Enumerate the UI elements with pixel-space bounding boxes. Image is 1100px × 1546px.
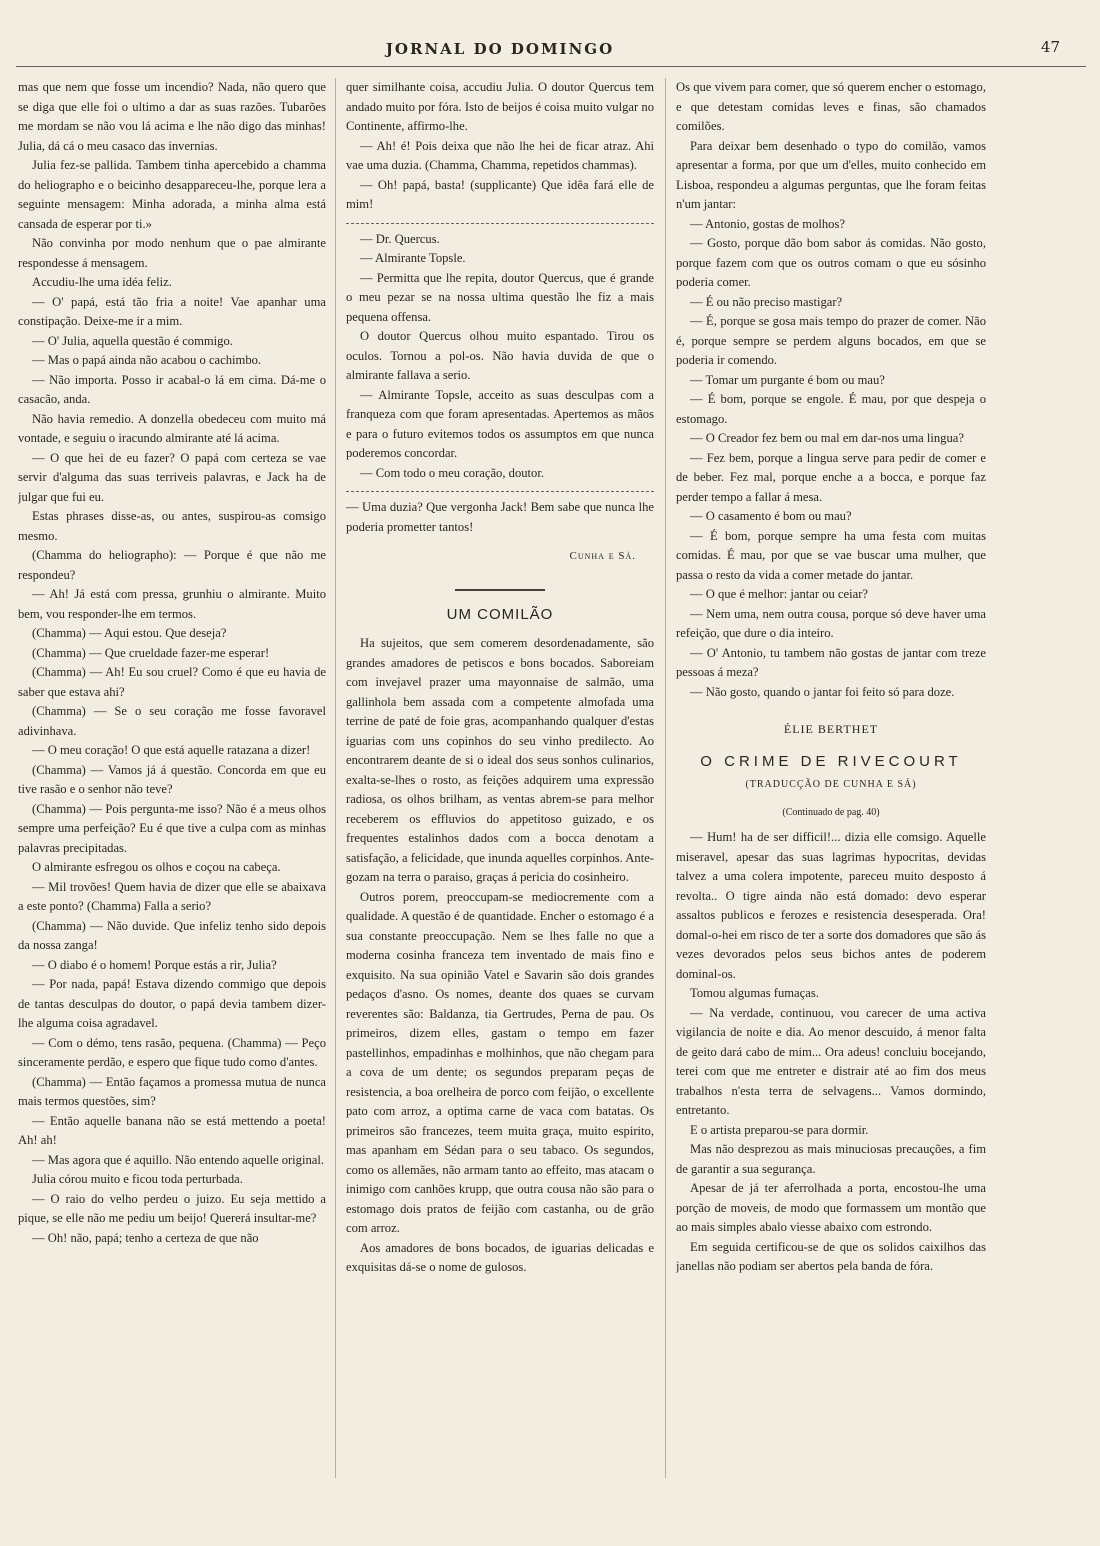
paragraph: — Almirante Topsle. bbox=[360, 251, 466, 265]
paragraph: — Mas o papá ainda não acabou o cachimbo. bbox=[32, 353, 262, 367]
paragraph: — É, porque se gosa mais tempo do prazer de comer. Não é, porque sempre se perdem alguns bocados, em que se poderia ir comendo. bbox=[676, 314, 986, 367]
column-divider bbox=[335, 78, 336, 1478]
paragraph: — Com todo o meu coração, doutor. bbox=[360, 465, 544, 480]
page-number: 47 bbox=[1040, 38, 1060, 56]
section-title: UM COMILÃO bbox=[446, 605, 554, 623]
paragraph: — Então aquelle banana não se está mettendo a poeta! Ah! ah! bbox=[18, 1113, 326, 1147]
paragraph: (Chamma) — Então façamos a promessa mutua de nunca mais termos questões, sim? bbox=[18, 1074, 326, 1108]
paragraph: — Antonio, gostas de molhos? bbox=[690, 216, 845, 231]
paragraph: — O que hei de eu fazer? O papá com certeza se vae servir d'alguma das suas terriveis palavras, e Jack ha de julgar que fui eu. bbox=[18, 450, 326, 504]
paragraph: O almirante esfregou os olhos e coçou na cabeça. bbox=[32, 860, 281, 874]
paragraph: (Chamma) — Se o seu coração me fosse favoravel adivinhava. bbox=[18, 704, 326, 738]
column-3 bbox=[676, 78, 986, 1518]
paragraph: — Por nada, papá! Estava dizendo commigo que depois de tantas desculpas do doutor, o papá devia tambem dizer-lhe alguma coisa agradavel. bbox=[18, 977, 326, 1030]
paragraph: Não convinha por modo nenhum que o pae almirante respondesse á mensagem. bbox=[18, 236, 326, 270]
translation-credit: (TRADUCÇÃO DE CUNHA E SÁ) bbox=[745, 779, 917, 790]
paragraph: — Na verdade, continuou, vou carecer de uma activa vigilancia de noite e dia. Ao menor descuido, á menor falta de geito dará cabo de mim... Ora adeus! concluiu bocejando, terei com que me entreter e distrair até ao fim dos meus trabalhos n'esta terra de selvagens... Vamos dormindo, entretanto. bbox=[676, 1005, 986, 1117]
paragraph: — O casamento é bom ou mau? bbox=[690, 509, 852, 523]
novel-title: O CRIME DE RIVECOURT bbox=[700, 752, 962, 770]
paragraph: — Nem uma, nem outra cousa, porque só deve haver uma refeição, que dure o dia inteiro. bbox=[676, 606, 986, 640]
paragraph: quer similhante coisa, accudiu Julia. O doutor Quercus tem andado muito por fóra. Isto de beijos é coisa muito vulgar no Continente, affirmo-lhe. bbox=[346, 80, 654, 133]
paragraph: — É ou não preciso mastigar? bbox=[690, 294, 843, 309]
author-name: ÉLIE BERTHET bbox=[783, 722, 879, 736]
paragraph: — Dr. Quercus. bbox=[360, 231, 440, 246]
paragraph: Mas não desprezou as mais minuciosas precauções, a fim de garantir a sua segurança. bbox=[676, 1142, 986, 1176]
paragraph: Julia fez-se pallida. Tambem tinha apercebido a chamma do heliographo e o beicinho desappareceu-lhe, porque lera a seguinte mensagem: Minha adorada, a minha alma está cansada de esperar por ti.» bbox=[18, 158, 326, 231]
col2-end-paragraphs bbox=[346, 498, 654, 537]
col2-top-paragraphs bbox=[346, 78, 654, 215]
paragraph: Estas phrases disse-as, ou antes, suspirou-as comsigo mesmo. bbox=[18, 509, 326, 543]
paragraph: — É bom, porque se engole. É mau, por que despeja o estomago. bbox=[676, 392, 986, 426]
paragraph: — Uma duzia? Que vergonha Jack! Bem sabe que nunca lhe poderia prometter tantos! bbox=[346, 500, 654, 534]
paragraph: Não havia remedio. A donzella obedeceu com muito má vontade, e seguiu o iracundo almirante até lá acima. bbox=[18, 411, 326, 445]
paragraph: Ha sujeitos, que sem comerem desordenadamente, são grandes amadores de petiscos e bons bocados. Saboreiam com invejavel prazer uma mayonnaise de salmão, uma gallinhola bem assada com a competente almofada uma terrine de paté de foie gras, acompanhando qualquer d'estas iguarias com uns copinhos do seu vinho predilecto. Ao encontrarem deante de si o ideal dos seus sonhos culinarios, exalta-se-lhes o rosto, as feições adquirem uma expressão radiosa, os olhos brilham, as ventas abrem-se para melhor receberem os effluvios do appetitoso guizado, e os frequentes estalinhos dados com a bocca denotam a satisfação, a felicidade, que inunda aquelles corpinhos. Ante-gozam na terra o paraiso, graças á pericia do cosinheiro. bbox=[346, 636, 654, 884]
paragraph: — O' papá, está tão fria a noite! Vae apanhar uma constipação. Deixe-me ir a mim. bbox=[18, 294, 326, 328]
continued-note: (Continuado de pag. 40) bbox=[782, 806, 880, 818]
col1-paragraphs bbox=[18, 78, 326, 1248]
paragraph: — Fez bem, porque a lingua serve para pedir de comer e de beber. Fez mal, porque enche a a bocca, e porque faz perder tempo a fallar á mesa. bbox=[676, 450, 986, 504]
paragraph: — Ah! Já está com pressa, grunhiu o almirante. Muito bem, vou responder-lhe em termos. bbox=[18, 587, 326, 621]
paragraph: — Não importa. Posso ir acabal-o lá em cima. Dá-me o casacão, anda. bbox=[18, 372, 326, 406]
section-rule bbox=[455, 589, 545, 591]
paragraph: — Hum! ha de ser difficil!... dizia elle comsigo. Aquelle miseravel, apesar das suas lagrimas hypocritas, devidas talvez a uma colera impotente, pareceu muito desposto á revolta.. O tigre ainda não está domado: devo esperar assaltos publicos e ferozes e resistencia desesperada. Ora! domal-o-hei em risco de ter a sorte dos domadores que são ás vezes devorados pelos seus bichos antes de poderem dominal-os. bbox=[676, 830, 986, 981]
paragraph: — O raio do velho perdeu o juizo. Eu seja mettido a pique, se elle não me pediu um beijo! Quererá insultar-me? bbox=[18, 1191, 326, 1225]
paragraph: — Tomar um purgante é bom ou mau? bbox=[690, 372, 885, 387]
column-divider bbox=[665, 78, 666, 1478]
paragraph: — Mil trovões! Quem havia de dizer que elle se abaixava a este ponto? (Chamma) Falla a serio? bbox=[18, 879, 326, 913]
paragraph: E o artista preparou-se para dormir. bbox=[690, 1122, 869, 1137]
dotted-separator bbox=[346, 223, 654, 224]
paragraph: — Ah! é! Pois deixa que não lhe hei de ficar atraz. Ahi vae uma duzia. (Chamma, Chamma, repetidos chammas). bbox=[346, 138, 654, 172]
paragraph: (Chamma) — Pois pergunta-me isso? Não é a meus olhos sempre uma perfeição? Eu é que tive a culpa com as minhas palavras precipitadas. bbox=[18, 801, 326, 855]
comilao-article bbox=[346, 634, 654, 1278]
paragraph: — Não gosto, quando o jantar foi feito só para doze. bbox=[690, 684, 955, 699]
paragraph: — Mas agora que é aquillo. Não entendo aquelle original. bbox=[32, 1152, 325, 1167]
paragraph: Accudiu-lhe uma idéa feliz. bbox=[32, 275, 172, 289]
paragraph: Os que vivem para comer, que só querem encher o estomago, e que detestam comidas leves e finas, são chamados comilões. bbox=[676, 80, 986, 133]
paragraph: Julia córou muito e ficou toda perturbada. bbox=[32, 1172, 243, 1186]
paragraph: Aos amadores de bons bocados, de iguarias delicadas e exquisitas dá-se o nome de gulosos. bbox=[346, 1240, 654, 1274]
paragraph: — Oh! não, papá; tenho a certeza de que não bbox=[32, 1230, 259, 1245]
paragraph: O doutor Quercus olhou muito espantado. Tirou os oculos. Tornou a pol-os. Não havia duvida de que o almirante fallava a serio. bbox=[346, 329, 654, 382]
paragraph: (Chamma) — Ah! Eu sou cruel? Como é que eu havia de saber que estava ahi? bbox=[18, 665, 326, 699]
paragraph: (Chamma) — Não duvide. Que infeliz tenho sido depois da nossa zanga! bbox=[18, 918, 326, 952]
col2-mid-paragraphs bbox=[346, 230, 654, 484]
paragraph: Para deixar bem desenhado o typo do comilão, vamos apresentar a forma, por que um d'elles, muito conhecido em Lisboa, respondeu a algumas perguntas, que lhe foram feitas n'um jantar: bbox=[676, 138, 986, 211]
paragraph: — Gosto, porque dão bom sabor ás comidas. Não gosto, porque fazem com que os outros comam o que eu sósinho poderia comer. bbox=[676, 236, 986, 289]
paragraph: — Oh! papá, basta! (supplicante) Que idêa fará elle de mim! bbox=[346, 177, 654, 211]
paragraph: (Chamma do heliographo): — Porque é que não me respondeu? bbox=[18, 548, 326, 582]
paragraph: — O Creador fez bem ou mal em dar-nos uma lingua? bbox=[690, 431, 964, 445]
paragraph: — É bom, porque sempre ha uma festa com muitas comidas. É mau, por que se vae buscar uma mulher, que passa o resto da vida a comer metade do jantar. bbox=[676, 528, 986, 582]
paragraph: (Chamma) — Aqui estou. Que deseja? bbox=[32, 626, 227, 640]
paragraph: (Chamma) — Que crueldade fazer-me esperar! bbox=[32, 645, 270, 660]
masthead-title: JORNAL DO DOMINGO bbox=[385, 40, 615, 58]
paragraph: — O diabo é o homem! Porque estás a rir, Julia? bbox=[32, 957, 277, 972]
paragraph: — O' Julia, aquella questão é commigo. bbox=[32, 333, 233, 348]
novel-paragraphs bbox=[676, 828, 986, 1277]
dotted-separator bbox=[346, 491, 654, 492]
paragraph: — Almirante Topsle, acceito as suas desculpas com a franqueza com que foram apresentadas. Apertemos as mãos e para o futuro evitemos todos os assumptos em que nunca poderemos concordar. bbox=[346, 387, 654, 460]
paragraph: — Permitta que lhe repita, doutor Quercus, que é grande o meu pezar se na nossa ultima questão lhe fiz a mais pequena offensa. bbox=[346, 270, 654, 324]
paragraph: — O' Antonio, tu tambem não gostas de jantar com treze pessoas á meza? bbox=[676, 645, 986, 679]
column-2 bbox=[346, 78, 654, 1518]
paragraph: Em seguida certificou-se de que os solidos caixilhos das janellas não podiam ser abertos pela banda de fóra. bbox=[676, 1239, 986, 1273]
page-header bbox=[0, 36, 1100, 70]
header-rule bbox=[16, 66, 1086, 67]
paragraph: Apesar de já ter aferrolhada a porta, encostou-lhe uma porção de moveis, de modo que formassem um montão que ao mais simples abalo viesse abaixo com estrondo. bbox=[676, 1181, 986, 1234]
comilao-continuation bbox=[676, 78, 986, 702]
paragraph: — O que é melhor: jantar ou ceiar? bbox=[690, 587, 868, 601]
paragraph: Outros porem, preoccupam-se mediocremente com a qualidade. A questão é de quantidade. Encher o estomago é a sua constante preoccupação. Nem se lhes falle no que a moderna cosinha franceza tem inventado de mais fino e exquisito. Na sua opinião Vatel e Savarin são dois grandes pedaços d'asno. Os nomes, deante dos quaes se curvam reverentes são: Baldanza, tia Gertrudes, Perna de pau. Os primeiros, dizem elles, gastam o tempo em fazer pastellinhos, empadinhas e molhinhos, que não chegam para a cova de um dente; os segundos preparam peças de resistencia, a boa orelheira de porco com feijão, o excellente pato com arroz, a optima carne de vaca com batatas. Os primeiros são francezes, teem muita graça, muito espirito, mas apanham em Sédan para o seu tabaco. Os segundos, como os allemães, não armam tanto ao effeito, mas atacam o inimigo com canhões krupp, que outra cousa não são para o estomago dois pratos de feijão com castanha, ou de grão com arroz. bbox=[346, 889, 654, 1235]
paragraph: mas que nem que fosse um incendio? Nada, não quero que se diga que elle foi o ultimo a dar as suas razões. Tubarões me mordam se não vou lá acima e lhe não digo das minhas! Julia, dá cá o meu casaco das invernias. bbox=[18, 80, 326, 153]
paragraph: — Com o démo, tens rasão, pequena. (Chamma) — Peço sinceramente perdão, e espero que fique tudo como d'antes. bbox=[18, 1035, 326, 1069]
paragraph: — O meu coração! O que está aquelle ratazana a dizer! bbox=[32, 743, 311, 757]
column-1 bbox=[18, 78, 326, 1518]
paragraph: Tomou algumas fumaças. bbox=[690, 986, 819, 1000]
signature: Cunha e Sá. bbox=[569, 550, 636, 562]
paragraph: (Chamma) — Vamos já á questão. Concorda em que eu tive rasão e o senhor não teve? bbox=[18, 762, 326, 796]
